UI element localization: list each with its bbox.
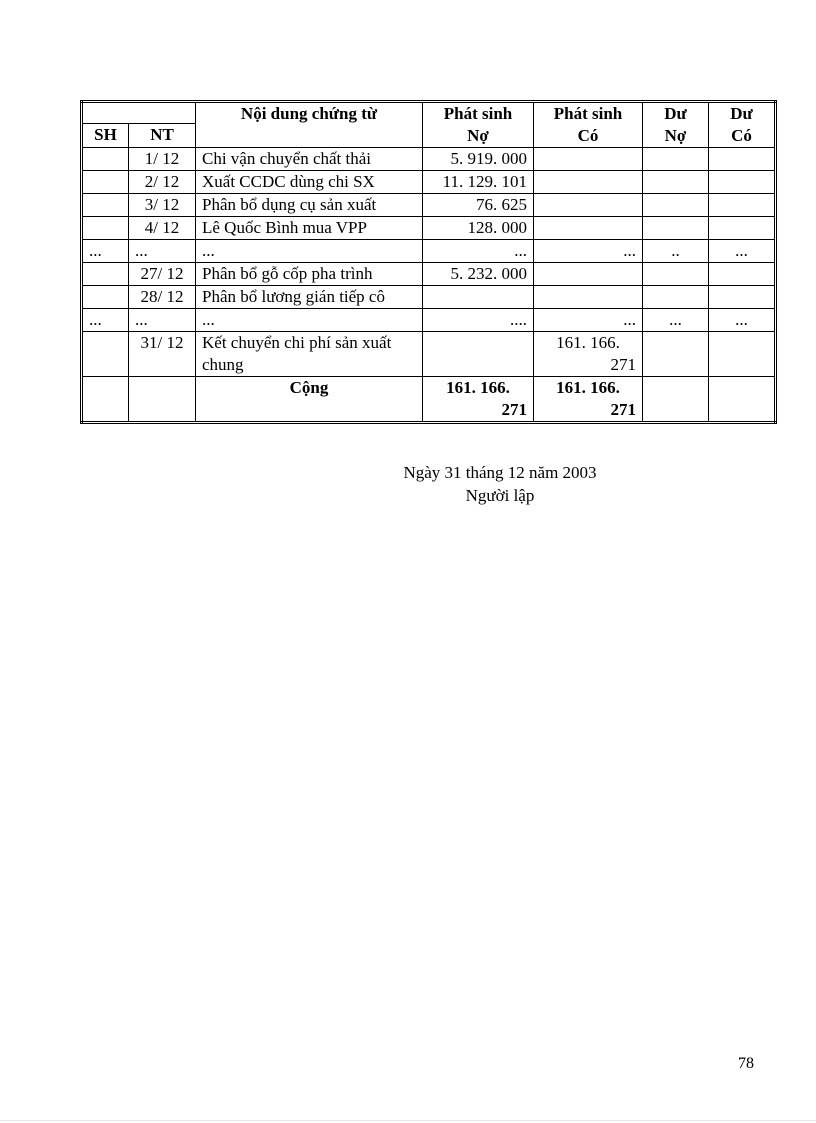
debit-cell: 5. 232. 000 [423,263,534,286]
balance-credit-header-line1: Dư [730,104,753,123]
credit-header-line2: Có [577,126,599,145]
table-row [82,217,776,240]
nt-cell: 2/ 12 [129,171,196,194]
table-row [82,171,776,194]
credit-cell [534,148,643,171]
table-row [82,194,776,217]
closing-credit-line2: 271 [610,355,636,374]
credit-cell [534,171,643,194]
balance-credit-cell [709,171,776,194]
closing-content-line2: chung [202,355,244,374]
balance-debit-cell [643,332,709,377]
table-row [82,309,776,332]
balance-credit-cell [709,377,776,423]
balance-debit-cell [643,263,709,286]
sh-cell: ... [82,240,129,263]
credit-cell [534,217,643,240]
balance-credit-cell [709,148,776,171]
credit-header [534,102,643,148]
balance-debit-header [643,102,709,148]
balance-debit-cell: ... [643,309,709,332]
signature-block [370,461,630,507]
ledger-table [80,100,777,424]
credit-cell [534,194,643,217]
nt-cell: 28/ 12 [129,286,196,309]
total-row [82,377,776,423]
content-cell: Phân bổ gỗ cốp pha trình [196,263,423,286]
balance-credit-cell: ... [709,240,776,263]
debit-cell: 5. 919. 000 [423,148,534,171]
content-cell: Phân bổ dụng cụ sản xuất [196,194,423,217]
nt-cell: 27/ 12 [129,263,196,286]
content-cell [196,332,423,377]
document-group-header [82,102,196,124]
page-bottom-rule [0,1120,816,1121]
credit-cell: ... [534,309,643,332]
total-credit-line1: 161. 166. [556,378,620,397]
balance-debit-cell [643,217,709,240]
balance-credit-cell [709,286,776,309]
total-credit-line2: 271 [610,400,636,419]
balance-debit-cell [643,286,709,309]
sh-cell [82,263,129,286]
credit-header-line1: Phát sinh [553,104,623,123]
content-cell: Lê Quốc Bình mua VPP [196,217,423,240]
credit-cell [534,286,643,309]
nt-cell: 4/ 12 [129,217,196,240]
credit-cell [534,263,643,286]
debit-cell: 128. 000 [423,217,534,240]
content-cell: ... [196,309,423,332]
nt-cell [129,377,196,423]
nt-cell: ... [129,240,196,263]
balance-credit-header-line2: Có [731,126,752,145]
sh-cell [82,332,129,377]
total-credit-cell [534,377,643,423]
sh-cell [82,286,129,309]
balance-credit-cell [709,263,776,286]
total-debit-line1: 161. 166. [446,378,510,397]
sh-header: SH [82,124,129,148]
content-header: Nội dung chứng từ [196,102,423,148]
table-row [82,263,776,286]
sh-cell [82,148,129,171]
table-row [82,240,776,263]
credit-cell [534,332,643,377]
nt-cell: 3/ 12 [129,194,196,217]
closing-credit-line1: 161. 166. [556,333,620,352]
total-debit-line2: 271 [501,400,527,419]
debit-cell [423,286,534,309]
debit-cell: 76. 625 [423,194,534,217]
page-number: 78 [738,1055,754,1072]
credit-cell: ... [534,240,643,263]
nt-cell: 1/ 12 [129,148,196,171]
table-row [82,148,776,171]
sh-cell [82,194,129,217]
balance-debit-cell [643,194,709,217]
signature-role: Người lập [465,486,535,505]
nt-cell: 31/ 12 [129,332,196,377]
table-row [82,286,776,309]
debit-header-line1: Phát sinh [443,104,513,123]
total-label: Cộng [196,377,423,423]
balance-debit-cell [643,171,709,194]
balance-credit-cell [709,217,776,240]
total-debit-cell [423,377,534,423]
nt-header: NT [129,124,196,148]
balance-credit-cell [709,194,776,217]
balance-debit-cell [643,148,709,171]
content-cell: Chi vận chuyển chất thải [196,148,423,171]
debit-header-line2: Nợ [467,126,489,145]
sh-cell [82,171,129,194]
debit-cell [423,332,534,377]
closing-row [82,332,776,377]
balance-debit-cell: .. [643,240,709,263]
sh-cell [82,217,129,240]
balance-debit-header-line2: Nợ [664,126,687,145]
sh-cell [82,377,129,423]
balance-credit-cell: ... [709,309,776,332]
balance-credit-cell [709,332,776,377]
content-cell: ... [196,240,423,263]
balance-credit-header [709,102,776,148]
closing-content-line1: Kết chuyển chi phí sản xuất [202,333,392,352]
content-cell: Xuất CCDC dùng chi SX [196,171,423,194]
balance-debit-header-line1: Dư [664,104,687,123]
signature-date: Ngày 31 tháng 12 năm 2003 [403,463,597,482]
nt-cell: ... [129,309,196,332]
debit-header [423,102,534,148]
balance-debit-cell [643,377,709,423]
debit-cell: 11. 129. 101 [423,171,534,194]
debit-cell: .... [423,309,534,332]
content-cell: Phân bổ lương gián tiếp cô [196,286,423,309]
sh-cell: ... [82,309,129,332]
debit-cell: ... [423,240,534,263]
